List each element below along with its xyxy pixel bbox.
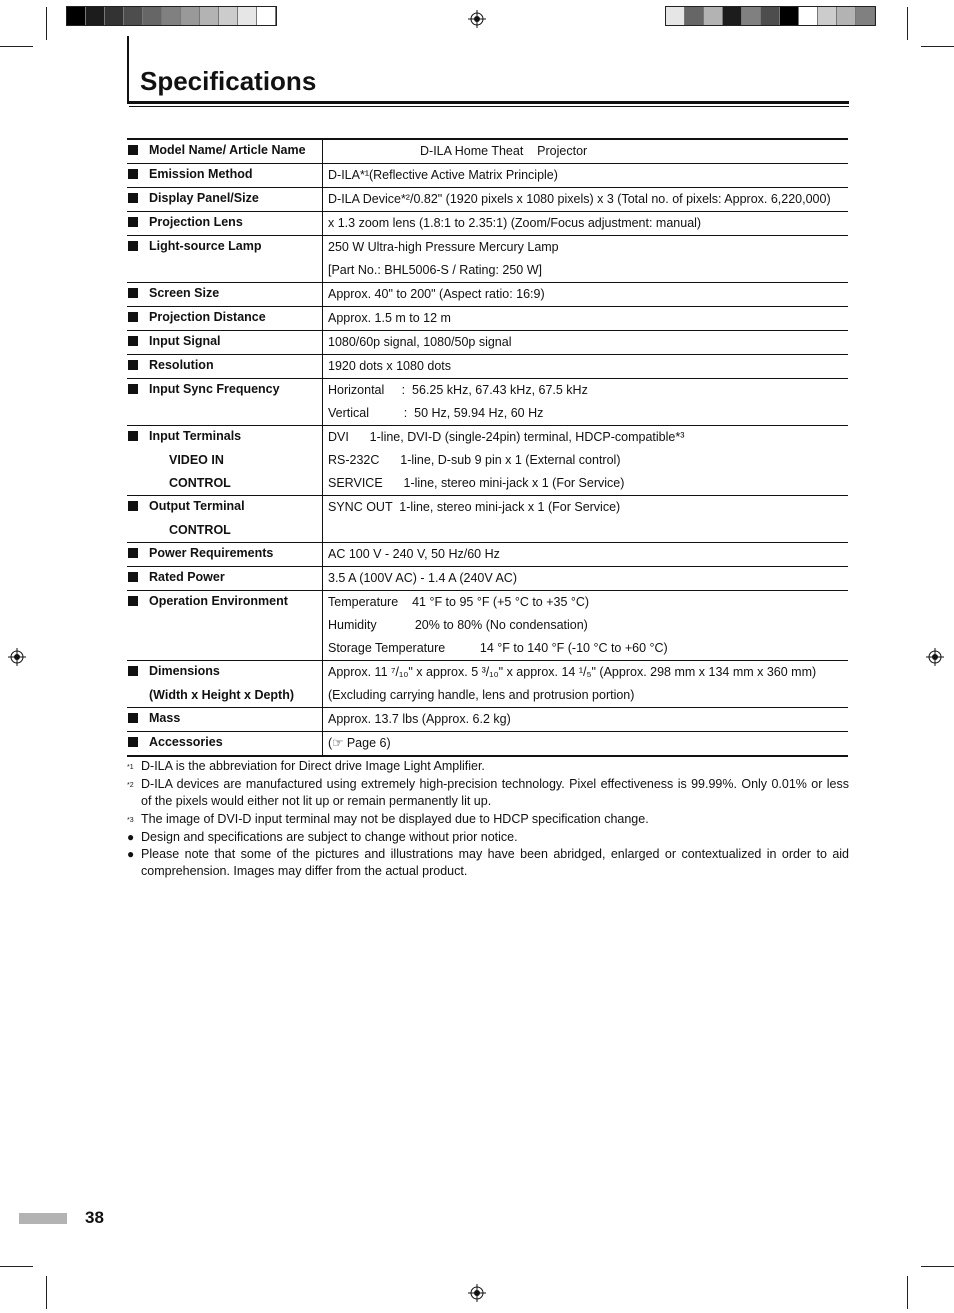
spec-label (127, 732, 323, 755)
color-swatch (837, 7, 856, 25)
spec-value (323, 283, 848, 306)
spec-value-line: RS-232C 1-line, D-sub 9 pin x 1 (External control) (328, 453, 621, 467)
spec-label (127, 708, 323, 731)
spec-value (323, 212, 848, 235)
registration-mark-icon (468, 1284, 486, 1302)
spec-value-line: Horizontal : 56.25 kHz, 67.43 kHz, 67.5 kHz (328, 383, 588, 397)
footnote-text: The image of DVI-D input terminal may not be displayed due to HDCP specification change. (141, 811, 649, 826)
footnote-mark: *2 (127, 782, 134, 790)
spec-value-line: Humidity 20% to 80% (No condensation) (328, 618, 588, 632)
footnote-mark: *3 (127, 816, 134, 824)
spec-label-text: Resolution (149, 358, 214, 372)
crop-mark (921, 1266, 954, 1267)
square-bullet-icon (128, 241, 138, 251)
spec-label-text: Input Terminals (149, 429, 242, 443)
registration-mark-icon (468, 10, 486, 28)
spec-label (127, 283, 323, 306)
color-swatch (818, 7, 837, 25)
specifications-table (127, 138, 848, 757)
crop-mark (907, 7, 908, 40)
crop-mark (921, 46, 954, 47)
footnote-mark: ● (127, 829, 135, 844)
footnote (127, 776, 849, 810)
spec-label-text: Model Name/ Article Name (149, 143, 306, 157)
crop-mark (46, 7, 47, 40)
color-swatch (856, 7, 875, 25)
spec-label-text: Mass (149, 711, 181, 725)
color-swatch (219, 7, 238, 25)
color-swatch (666, 7, 685, 25)
spec-label (127, 236, 323, 282)
square-bullet-icon (128, 312, 138, 322)
spec-label (127, 661, 323, 707)
spec-label-text: Projection Distance (149, 310, 266, 324)
color-swatch (105, 7, 124, 25)
crop-mark (0, 46, 33, 47)
spec-row (127, 140, 848, 163)
spec-value-line: D-ILA Home Theat Projector (420, 144, 588, 158)
spec-value-line: x 1.3 zoom lens (1.8:1 to 2.35:1) (Zoom/Focus adjustment: manual) (328, 216, 702, 230)
crop-mark (0, 1266, 33, 1267)
spec-label-text: Accessories (149, 735, 223, 749)
square-bullet-icon (128, 713, 138, 723)
spec-row (127, 731, 848, 755)
spec-label (127, 567, 323, 590)
header-bar (127, 36, 129, 104)
spec-label-text: Projection Lens (149, 215, 243, 229)
spec-value-line: D-ILA Device*²/0.82" (1920 pixels x 1080 pixels) x 3 (Total no. of pixels: Approx. 6,220,000) (328, 192, 831, 206)
spec-value-line: SYNC OUT 1-line, stereo mini-jack x 1 (For Service) (328, 500, 621, 514)
square-bullet-icon (128, 431, 138, 441)
spec-value-line: Approx. 13.7 lbs (Approx. 6.2 kg) (328, 712, 511, 726)
registration-mark-icon (926, 648, 944, 666)
square-bullet-icon (128, 288, 138, 298)
footnote-text: Design and specifications are subject to change without prior notice. (141, 829, 518, 844)
spec-value (323, 661, 848, 707)
spec-label-text: Rated Power (149, 570, 225, 584)
footnote (127, 758, 849, 776)
footnote-mark: ● (127, 847, 135, 862)
footnotes (127, 758, 849, 880)
color-swatch (86, 7, 105, 25)
footnote-mark: *1 (127, 764, 134, 771)
spec-label-text: Screen Size (149, 286, 220, 300)
page-number-bar (19, 1213, 67, 1224)
spec-value (323, 732, 848, 755)
square-bullet-icon (128, 336, 138, 346)
color-bar-left (66, 6, 277, 26)
spec-value (323, 543, 848, 566)
spec-label-text: Operation Environment (149, 594, 288, 608)
spec-label-text: Emission Method (149, 167, 253, 181)
spec-row (127, 590, 848, 660)
spec-value-line: Approx. 11 ⁷/₁₀" x approx. 5 ³/₁₀" x approx. 14 ¹/₅" (Approx. 298 mm x 134 mm x 360 mm) (328, 665, 817, 679)
spec-value-line: AC 100 V - 240 V, 50 Hz/60 Hz (328, 547, 500, 561)
square-bullet-icon (128, 360, 138, 370)
spec-value-line: 1920 dots x 1080 dots (328, 359, 452, 373)
color-bar-right (665, 6, 876, 26)
color-swatch (685, 7, 704, 25)
spec-row (127, 660, 848, 707)
spec-row (127, 282, 848, 306)
spec-value (323, 188, 848, 211)
color-swatch (162, 7, 181, 25)
spec-row (127, 235, 848, 282)
spec-value-line: (☞ Page 6) (328, 736, 391, 750)
color-swatch (704, 7, 723, 25)
spec-label (127, 307, 323, 330)
footnote-text: D-ILA devices are manufactured using extremely high-precision technology. Pixel effectiveness is 99.99%. Only 0.01% or less of the pixels would either not lit up or remain permanently lit up. (141, 777, 849, 809)
spec-value-line: 250 W Ultra-high Pressure Mercury Lamp (328, 240, 559, 254)
title-rule (129, 106, 849, 107)
footnote (127, 811, 849, 829)
square-bullet-icon (128, 666, 138, 676)
spec-row (127, 330, 848, 354)
spec-value-line: SERVICE 1-line, stereo mini-jack x 1 (For Service) (328, 476, 625, 490)
color-swatch (257, 7, 276, 25)
square-bullet-icon (128, 737, 138, 747)
spec-row (127, 566, 848, 590)
spec-row (127, 187, 848, 211)
color-swatch (761, 7, 780, 25)
footnote-text: D-ILA is the abbreviation for Direct drive Image Light Amplifier. (141, 759, 485, 773)
spec-row (127, 425, 848, 495)
spec-value-line: Approx. 40" to 200" (Aspect ratio: 16:9) (328, 287, 545, 301)
spec-value (323, 591, 848, 660)
color-swatch (742, 7, 761, 25)
spec-value (323, 426, 848, 495)
footnote (127, 829, 849, 846)
spec-value-line: 3.5 A (100V AC) - 1.4 A (240V AC) (328, 571, 518, 585)
spec-label-text: Input Sync Frequency (149, 382, 280, 396)
square-bullet-icon (128, 145, 138, 155)
spec-value-line: [Part No.: BHL5006-S / Rating: 250 W] (328, 263, 542, 277)
spec-label-text: Output Terminal (149, 499, 245, 513)
spec-value-line: (Excluding carrying handle, lens and protrusion portion) (328, 688, 635, 702)
spec-value (323, 708, 848, 731)
square-bullet-icon (128, 596, 138, 606)
crop-mark (46, 1276, 47, 1309)
spec-label (127, 331, 323, 354)
square-bullet-icon (128, 193, 138, 203)
footnote (127, 846, 849, 880)
spec-value-line: DVI 1-line, DVI-D (single-24pin) terminal, HDCP-compatible*³ (328, 430, 685, 444)
spec-label (127, 543, 323, 566)
spec-label-text: Power Requirements (149, 546, 274, 560)
spec-label (127, 591, 323, 660)
square-bullet-icon (128, 169, 138, 179)
color-swatch (124, 7, 143, 25)
spec-value-line: Vertical : 50 Hz, 59.94 Hz, 60 Hz (328, 406, 544, 420)
spec-value (323, 379, 848, 425)
spec-label (127, 426, 323, 495)
spec-value (323, 164, 848, 187)
spec-label-text: CONTROL (169, 523, 231, 537)
registration-mark-icon (8, 648, 26, 666)
page-title: Specifications (140, 66, 317, 96)
spec-label (127, 355, 323, 378)
spec-row (127, 495, 848, 542)
spec-label-text: Light-source Lamp (149, 239, 262, 253)
crop-mark (907, 1276, 908, 1309)
square-bullet-icon (128, 572, 138, 582)
spec-label-text: (Width x Height x Depth) (149, 688, 295, 702)
spec-row (127, 163, 848, 187)
square-bullet-icon (128, 501, 138, 511)
spec-value (323, 355, 848, 378)
spec-label (127, 379, 323, 425)
footnote-text: Please note that some of the pictures and illustrations may have been abridged, enlarged or contextualized in order to aid comprehension. Images may differ from the actual product. (141, 847, 849, 879)
spec-label-text: Dimensions (149, 664, 220, 678)
spec-row (127, 306, 848, 330)
spec-value-line: 1080/60p signal, 1080/50p signal (328, 335, 512, 349)
spec-value-line: Approx. 1.5 m to 12 m (328, 311, 451, 325)
spec-value-line (328, 519, 848, 542)
color-swatch (780, 7, 799, 25)
color-swatch (723, 7, 742, 25)
spec-label-text: Display Panel/Size (149, 191, 259, 205)
square-bullet-icon (128, 384, 138, 394)
spec-row (127, 354, 848, 378)
spec-value-line: Storage Temperature 14 °F to 140 °F (-10 °C to +60 °C) (328, 641, 668, 655)
spec-label (127, 140, 323, 163)
spec-label-text: VIDEO IN (169, 453, 224, 467)
color-swatch (200, 7, 219, 25)
spec-label (127, 496, 323, 542)
spec-value (323, 140, 848, 163)
spec-row (127, 542, 848, 566)
square-bullet-icon (128, 217, 138, 227)
title-rule (129, 101, 849, 104)
spec-value (323, 331, 848, 354)
spec-row (127, 378, 848, 425)
spec-label (127, 164, 323, 187)
color-swatch (67, 7, 86, 25)
spec-value-line: D-ILA*¹(Reflective Active Matrix Principle) (328, 168, 558, 182)
color-swatch (238, 7, 257, 25)
spec-label-text: CONTROL (169, 476, 231, 490)
spec-label-text: Input Signal (149, 334, 221, 348)
spec-row (127, 211, 848, 235)
spec-value (323, 236, 848, 282)
spec-value (323, 307, 848, 330)
color-swatch (143, 7, 162, 25)
color-swatch (799, 7, 818, 25)
page-number: 38 (85, 1208, 104, 1227)
spec-value-line: Temperature 41 °F to 95 °F (+5 °C to +35 °C) (328, 595, 590, 609)
spec-label (127, 188, 323, 211)
spec-value (323, 567, 848, 590)
spec-value (323, 496, 848, 542)
square-bullet-icon (128, 548, 138, 558)
spec-label (127, 212, 323, 235)
spec-row (127, 707, 848, 731)
color-swatch (181, 7, 200, 25)
